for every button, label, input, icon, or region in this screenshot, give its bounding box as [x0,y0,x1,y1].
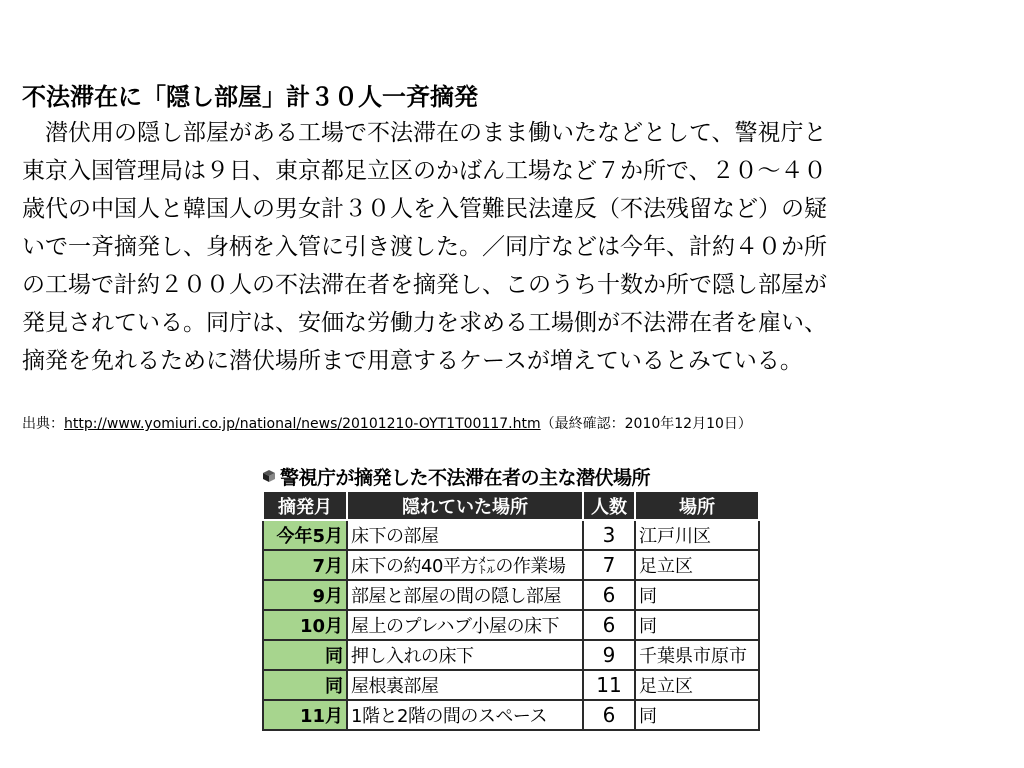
source-link[interactable]: http://www.yomiuri.co.jp/national/news/20101210-OYT1T00117.htm [64,416,541,432]
cell-location: 足立区 [635,550,759,580]
hideout-figure [262,462,758,731]
cell-location: 足立区 [635,670,759,700]
cell-location: 江戸川区 [635,520,759,550]
source-prefix: 出典： [22,416,64,432]
cell-count: 7 [583,550,635,580]
column-header-count: 人数 [583,491,635,520]
table-row [263,610,759,640]
table-header-row [263,491,759,520]
figure-title [262,462,758,490]
cell-location: 同 [635,610,759,640]
cell-place: 屋根裏部屋 [347,670,583,700]
cell-location: 同 [635,700,759,730]
cell-count: 6 [583,580,635,610]
column-header-place: 隠れていた場所 [347,491,583,520]
cell-month: 同 [263,640,347,670]
table-row [263,520,759,550]
article-body-line: いで一斉摘発し、身柄を入管に引き渡した。／同庁などは今年、計約４０か所 [22,234,827,260]
cell-month: 10月 [263,610,347,640]
article-body [22,114,1012,380]
figure-title-text: 警視庁が摘発した不法滞在者の主な潜伏場所 [280,466,651,489]
source-citation [22,414,752,434]
hideout-table [262,490,760,731]
cell-month: 同 [263,670,347,700]
cell-month: 今年5月 [263,520,347,550]
cell-place: 押し入れの床下 [347,640,583,670]
cell-count: 6 [583,700,635,730]
column-header-month: 摘発月 [263,491,347,520]
article-body-line: 発見されている。同庁は、安価な労働力を求める工場側が不法滞在者を雇い、 [22,310,827,336]
cell-place: 屋上のプレハブ小屋の床下 [347,610,583,640]
table-row [263,580,759,610]
cell-location: 同 [635,580,759,610]
article-body-line: 摘発を免れるために潜伏場所まで用意するケースが増えているとみている。 [22,348,803,374]
cell-month: 11月 [263,700,347,730]
table-row [263,700,759,730]
article-body-line: 潜伏用の隠し部屋がある工場で不法滞在のまま働いたなどとして、警視庁と [22,120,827,146]
cell-count: 3 [583,520,635,550]
cell-place: 1階と2階の間のスペース [347,700,583,730]
cell-place: 部屋と部屋の間の隠し部屋 [347,580,583,610]
cell-month: 7月 [263,550,347,580]
table-row [263,640,759,670]
table-row [263,550,759,580]
table-row [263,670,759,700]
cube-icon [262,469,276,483]
cell-count: 9 [583,640,635,670]
cell-place: 床下の部屋 [347,520,583,550]
cell-count: 6 [583,610,635,640]
cell-month: 9月 [263,580,347,610]
article-headline: 不法滞在に「隠し部屋」計３０人一斉摘発 [22,83,478,111]
article-body-line: 東京入国管理局は９日、東京都足立区のかばん工場など７か所で、２０〜４０ [22,158,827,184]
cell-count: 11 [583,670,635,700]
column-header-location: 場所 [635,491,759,520]
source-suffix: （最終確認：2010年12月10日） [540,416,752,432]
article-body-line: 歳代の中国人と韓国人の男女計３０人を入管難民法違反（不法残留など）の疑 [22,196,827,222]
cell-location: 千葉県市原市 [635,640,759,670]
cell-place: 床下の約40平方㍍の作業場 [347,550,583,580]
article-body-line: の工場で計約２００人の不法滞在者を摘発し、このうち十数か所で隠し部屋が [22,272,827,298]
